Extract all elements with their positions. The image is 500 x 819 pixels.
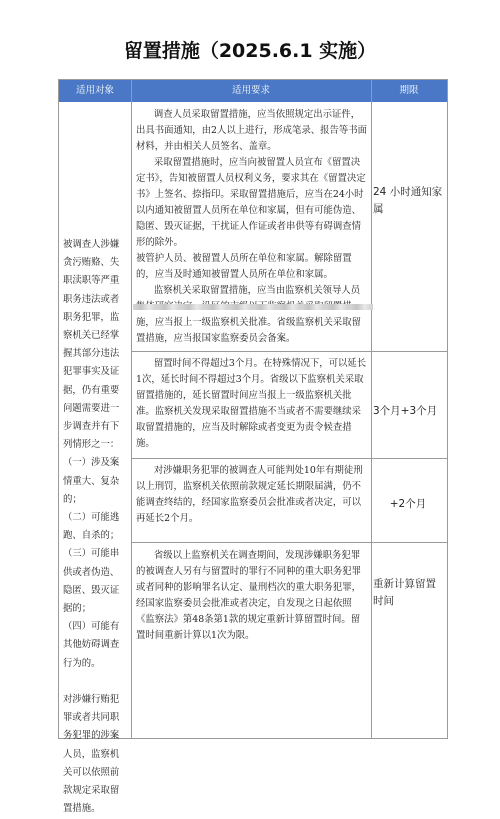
header-period: 期限 bbox=[399, 85, 419, 96]
header-requirements: 适用要求 bbox=[231, 85, 270, 96]
row-divider bbox=[131, 542, 447, 543]
header-target: 适用对象 bbox=[75, 85, 114, 96]
period-cell: +2个月 bbox=[389, 498, 427, 510]
column-divider bbox=[131, 80, 132, 738]
table-row bbox=[136, 548, 369, 644]
requirement-paragraph: 监察机关采取留置措施，应当由监察机关领导人员 施，应当报上一级监察机关批准。省级监察机关采取留置措施，应当报国家监察委员会备案。 bbox=[136, 285, 362, 344]
requirement-paragraph: 留置时间不得超过3个月。在特殊情况下，可以延长1次，延长时间不得超过3个月。省级以下监察机关采取留置措施的，延长留置时间应当报上一级监察机关批准。监察机关发现采取留置措施不当或者不需要继续采取留置措施的，应当及时解除或者变更为责令候查措施。 bbox=[136, 358, 367, 449]
column-divider bbox=[371, 80, 372, 738]
blurred-text-strip bbox=[133, 304, 373, 310]
measures-table bbox=[58, 79, 448, 815]
applicable-target-text: 被调查人涉嫌贪污贿赂、失职渎职等严重职务违法或者职务犯罪，监察机关已经掌握其部分违法犯罪事实及证据，仍有重要问题需要进一步调查并有下列情形之一： （一）涉及案情重大、复杂的； （二）可能逃跑、自杀的； （三）可能串供或者伪造、隐匿、毁灭证据的； （四）可能有其他妨碍调查行为的。 对涉嫌行贿犯罪或者共同职务犯罪的涉案人员，监察机关可以依照前款规定采取留置措施。 bbox=[63, 239, 120, 815]
period-cell: 3个月+3个月 bbox=[373, 405, 438, 417]
requirement-paragraph: 被管护人员、被留置人员所在单位和家属。解除留置的，应当及时通知被留置人员所在单位和家属。 bbox=[136, 253, 352, 280]
requirement-paragraph: 对涉嫌职务犯罪的被调查人可能判处10年有期徒刑以上刑罚，监察机关依照前款规定延长期限届满，仍不能调查终结的，经国家监察委员会批准或者决定，可以再延长2个月。 bbox=[136, 465, 363, 524]
page-title: 留置措施（2025.6.1 实施） bbox=[123, 40, 377, 62]
row-divider bbox=[131, 351, 447, 352]
period-cell: 24 小时通知家属 bbox=[373, 186, 443, 215]
table-row bbox=[136, 107, 369, 347]
requirement-paragraph: 省级以上监察机关在调查期间，发现涉嫌职务犯罪的被调查人另有与留置时的罪行不同种的重大职务犯罪或者同种的影响罪名认定、量刑档次的重大职务犯罪，经国家监察委员会批准或者决定，自发现之日起依照《监察法》第48条第1款的规定重新计算留置时间。留置时间重新计算以1次为限。 bbox=[136, 550, 362, 641]
row-divider bbox=[131, 458, 447, 459]
period-cell: 重新计算留置时间 bbox=[373, 578, 436, 607]
requirement-paragraph: 采取留置措施时，应当向被留置人员宣布《留置决定书》，告知被留置人员权利义务，要求其在《留置决定书》上签名、捺指印。采取留置措施后，应当在24小时以内通知被留置人员所在单位和家属，但有可能伪造、隐匿、毁灭证据，干扰证人作证或者串供等有碍调查情形的除外。 bbox=[136, 157, 366, 248]
table-row bbox=[136, 463, 369, 527]
table-header bbox=[59, 80, 447, 102]
table-row bbox=[136, 356, 369, 452]
requirement-paragraph: 调查人员采取留置措施，应当依照规定出示证件，出具书面通知，由2人以上进行，形成笔录、报告等书面材料，并由相关人员签名、盖章。 bbox=[136, 109, 367, 152]
